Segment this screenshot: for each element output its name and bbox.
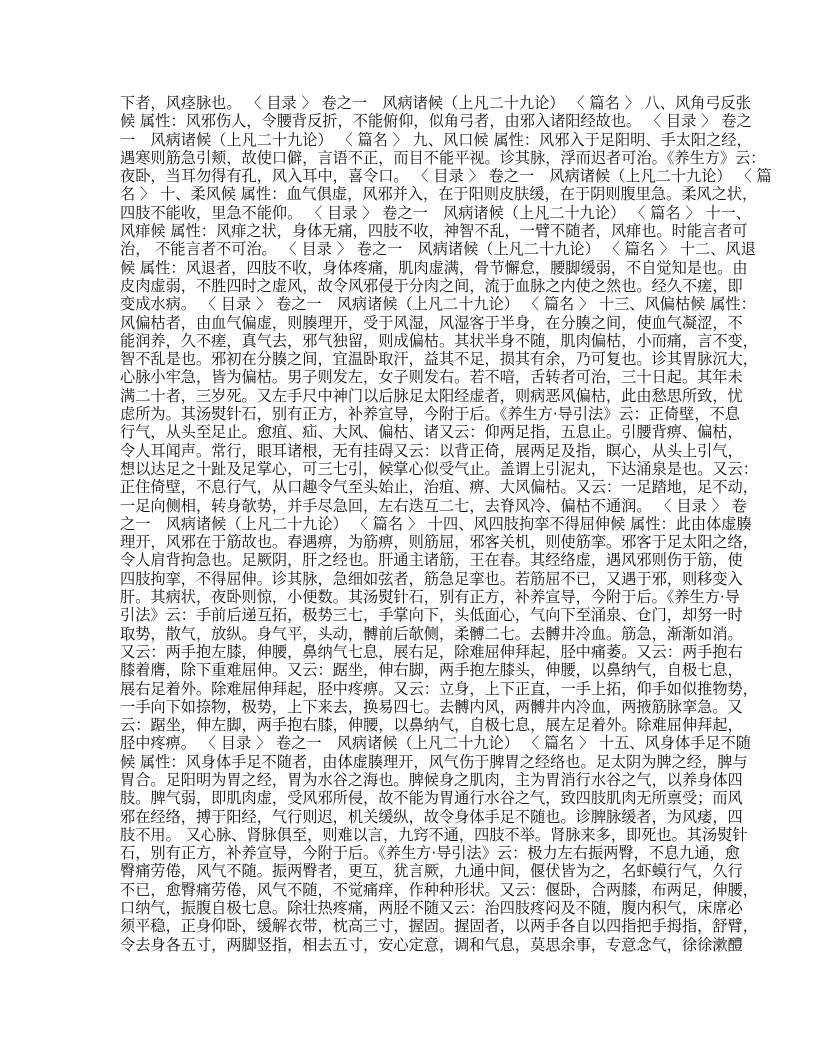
text-line: 能润养，久不瘥，真气去，邪气独留，则成偏枯。其状半身不随，肌肉偏枯，小而痛，言不变， [120, 331, 758, 350]
document-body [120, 94, 772, 954]
text-line: 臀痛劳倦，风气不随。振两臀者，更互，犹言厥，九通中间，偃伏皆为之，名虾蟆行气，久行 [120, 862, 743, 881]
text-line: 遇寒则筋急引颊，故使口僻，言语不正，而目不能平视。诊其脉，浮而迟者可治。《养生方》云： [120, 148, 766, 167]
text-line: 虑所为。其汤熨针石，别有正方，补养宣导，今附于后。《养生方·导引法》云：正倚壁，不息 [120, 405, 740, 424]
text-line: 治， 不能言者不可治。 〈 目录 〉 卷之一 风病诸候（上凡二十九论） 〈 篇名 〉 十二、风退 [120, 240, 756, 259]
text-line: 肢。脾气弱，即肌肉虚，受风邪所侵，故不能为胃通行水谷之气，致四肢肌肉无所禀受；而风 [120, 789, 743, 808]
text-line: 一足向侧相，转身欹势，并手尽急回，左右迭互二七，去脊风冷、偏枯不通润。 〈 目录 〉 卷 [120, 496, 747, 515]
text-line: 正住倚壁，不息行气，从口趣令气至头始止，治疽、痹、大风偏枯。又云：一足踏地，足不动， [120, 478, 758, 497]
text-line: 肝。其病状，夜卧则惊，小便数。其汤熨针石，别有正方，补养宣导，今附于后。《养生方·导 [120, 588, 740, 607]
text-line: 之一 风病诸候（上凡二十九论） 〈 篇名 〉 十四、风四肢拘挛不得屈伸候 属性：此由体虚腠 [120, 514, 752, 533]
text-line: 一 风病诸候（上凡二十九论） 〈 篇名 〉 九、风口候 属性：风邪入于足阳明、手太阳之经， [120, 130, 752, 149]
text-line: 胫中疼痹。 〈 目录 〉 卷之一 风病诸候（上凡二十九论） 〈 篇名 〉 十五、风身体手足不随 [120, 734, 751, 753]
text-line: 令去身各五寸，两脚竖指，相去五寸，安心定意，调和气息，莫思余事，专意念气，徐徐漱醴 [120, 935, 743, 954]
text-line: 不已，愈臀痛劳倦，风气不随，不觉痛痒，作种种形状。又云：偃卧，合两膝，布两足，伸腰， [120, 880, 758, 899]
text-line: 变成水病。 〈 目录 〉 卷之一 风病诸候（上凡二十九论） 〈 篇名 〉 十三、风偏枯候 属性： [120, 295, 756, 314]
text-line: 智不乱是也。邪初在分腠之间，宜温卧取汗，益其不足，损其有余，乃可复也。诊其胃脉沉大， [120, 350, 758, 369]
text-line: 引法》云：手前后递互拓，极势三七，手掌向下，头低面心，气向下至涌泉、仓门，却努一时 [120, 606, 743, 625]
text-line: 四肢拘挛，不得屈伸。诊其脉，急细如弦者，筋急足挛也。若筋屈不已，又遇于邪，则移变入 [120, 569, 743, 588]
text-line: 膝着膺，除下重难屈伸。又云：踞坐，伸右脚，两手抱左膝头，伸腰，以鼻纳气，自极七息， [120, 661, 743, 680]
text-line: 一手向下如捺物，极势，上下来去，换易四七。去髆内风，两髆井内冷血，两掖筋脉挛急。又 [120, 697, 743, 716]
text-line: 令人耳闻声。常行，眼耳诸根，无有挂碍又云：以背正倚，展两足及指，瞑心，从头上引气， [120, 441, 743, 460]
text-line: 四肢不能收，里急不能仰。 〈 目录 〉 卷之一 风病诸候（上凡二十九论） 〈 篇名 〉 十一、 [120, 203, 751, 222]
text-line: 又云：两手抱左膝，伸腰，鼻纳气七息，展右足，除难屈伸拜起，胫中痛萎。又云：两手抱右 [120, 642, 743, 661]
text-line: 风偏枯者，由血气偏虚，则腠理开，受于风湿，风湿客于半身，在分腠之间，使血气凝涩，不 [120, 313, 743, 332]
text-line: 取势，散气，放纵。身气平，头动，髆前后欹侧，柔髆二七。去髆井冷血。筋急，渐渐如消。 [120, 624, 743, 643]
text-line: 须平稳，正身仰卧，缓解衣带，枕高三寸，握固。握固者，以两手各自以四指把手拇指，舒臂， [120, 917, 758, 936]
text-line: 令人肩背拘急也。足厥阴，肝之经也。肝通主诸筋，王在春。其经络虚，遇风邪则伤于筋，使 [120, 551, 743, 570]
text-line: 云：踞坐，伸左脚，两手抱右膝，伸腰，以鼻纳气，自极七息，展左足着外。除难屈伸拜起， [120, 716, 743, 735]
text-line: 下者，风痉脉也。 〈 目录 〉 卷之一 风病诸候（上凡二十九论） 〈 篇名 〉 八、风角弓反张 [120, 94, 751, 112]
text-line: 口纳气，振腹自极七息。除壮热疼痛，两胫不随又云：治四肢疼闷及不随，腹内积气，床席必 [120, 899, 743, 918]
text-line: 肢不用。 又心脉、肾脉俱至，则难以言，九窍不通，四肢不举。肾脉来多，即死也。其汤熨针 [120, 825, 748, 844]
text-line: 展右足着外。除难屈伸拜起，胫中疼痹。又云：立身，上下正直，一手上拓，仰手如似推物势， [120, 679, 758, 698]
text-line: 心脉小牢急，皆为偏枯。男子则发左，女子则发右。若不喑，舌转者可治，三十日起。其年未 [120, 368, 743, 387]
text-line: 行气，从头至足止。愈疽、疝、大风、偏枯、诸又云：仰两足指，五息止。引腰背痹、偏枯， [120, 423, 743, 442]
text-line: 夜卧，当耳勿得有孔，风入耳中，喜令口。 〈 目录 〉 卷之一 风病诸候（上凡二十九论） 〈 篇 [120, 167, 772, 186]
text-line: 理开，风邪在于筋故也。春遇痹，为筋痹，则筋屈，邪客关机，则使筋挛。邪客于足太阳之络， [120, 533, 758, 552]
text-line: 风痱候 属性：风痱之状，身体无痛，四肢不收，神智不乱，一臂不随者，风痱也。时能言者可 [120, 222, 748, 241]
text-line: 候 属性：风身体手足不随者，由体虚腠理开，风气伤于脾胃之经络也。足太阴为脾之经，脾与 [120, 752, 748, 771]
text-line: 邪在经络，搏于阳经，气行则迟，机关缓纵，故令身体手足不随也。诊脾脉缓者，为风痿，四 [120, 807, 743, 826]
text-line: 想以达足之十趾及足掌心，可三七引，候掌心似受气止。盖谓上引泥丸，下达涌泉是也。又云： [120, 459, 758, 478]
text-line: 石，别有正方，补养宣导，今附于后。《养生方·导引法》云：极力左右振两臀，不息九通，愈 [120, 844, 740, 863]
text-line: 名 〉 十、柔风候 属性：血气俱虚，风邪并入，在于阳则皮肤缓，在于阴则腹里急。柔风之状， [120, 185, 758, 204]
text-line: 皮肉虚弱，不胜四时之虚风，故令风邪侵于分肉之间，流于血脉之内使之然也。经久不瘥，即 [120, 276, 743, 295]
text-line: 候 属性：风邪伤人，令腰背反折，不能俯仰，似角弓者，由邪入诸阳经故也。 〈 目录 〉 卷之 [120, 112, 752, 131]
text-line: 候 属性：风退者，四肢不收，身体疼痛，肌肉虚满，骨节懈怠，腰脚缓弱，不自觉知是也。由 [120, 258, 748, 277]
text-line: 胃合。足阳明为胃之经，胃为水谷之海也。脾候身之肌肉，主为胃消行水谷之气，以养身体四 [120, 770, 743, 789]
text-line: 满二十者，三岁死。又左手尺中神门以后脉足太阳经虚者，则病恶风偏枯，此由愁思所致，忧 [120, 386, 743, 405]
